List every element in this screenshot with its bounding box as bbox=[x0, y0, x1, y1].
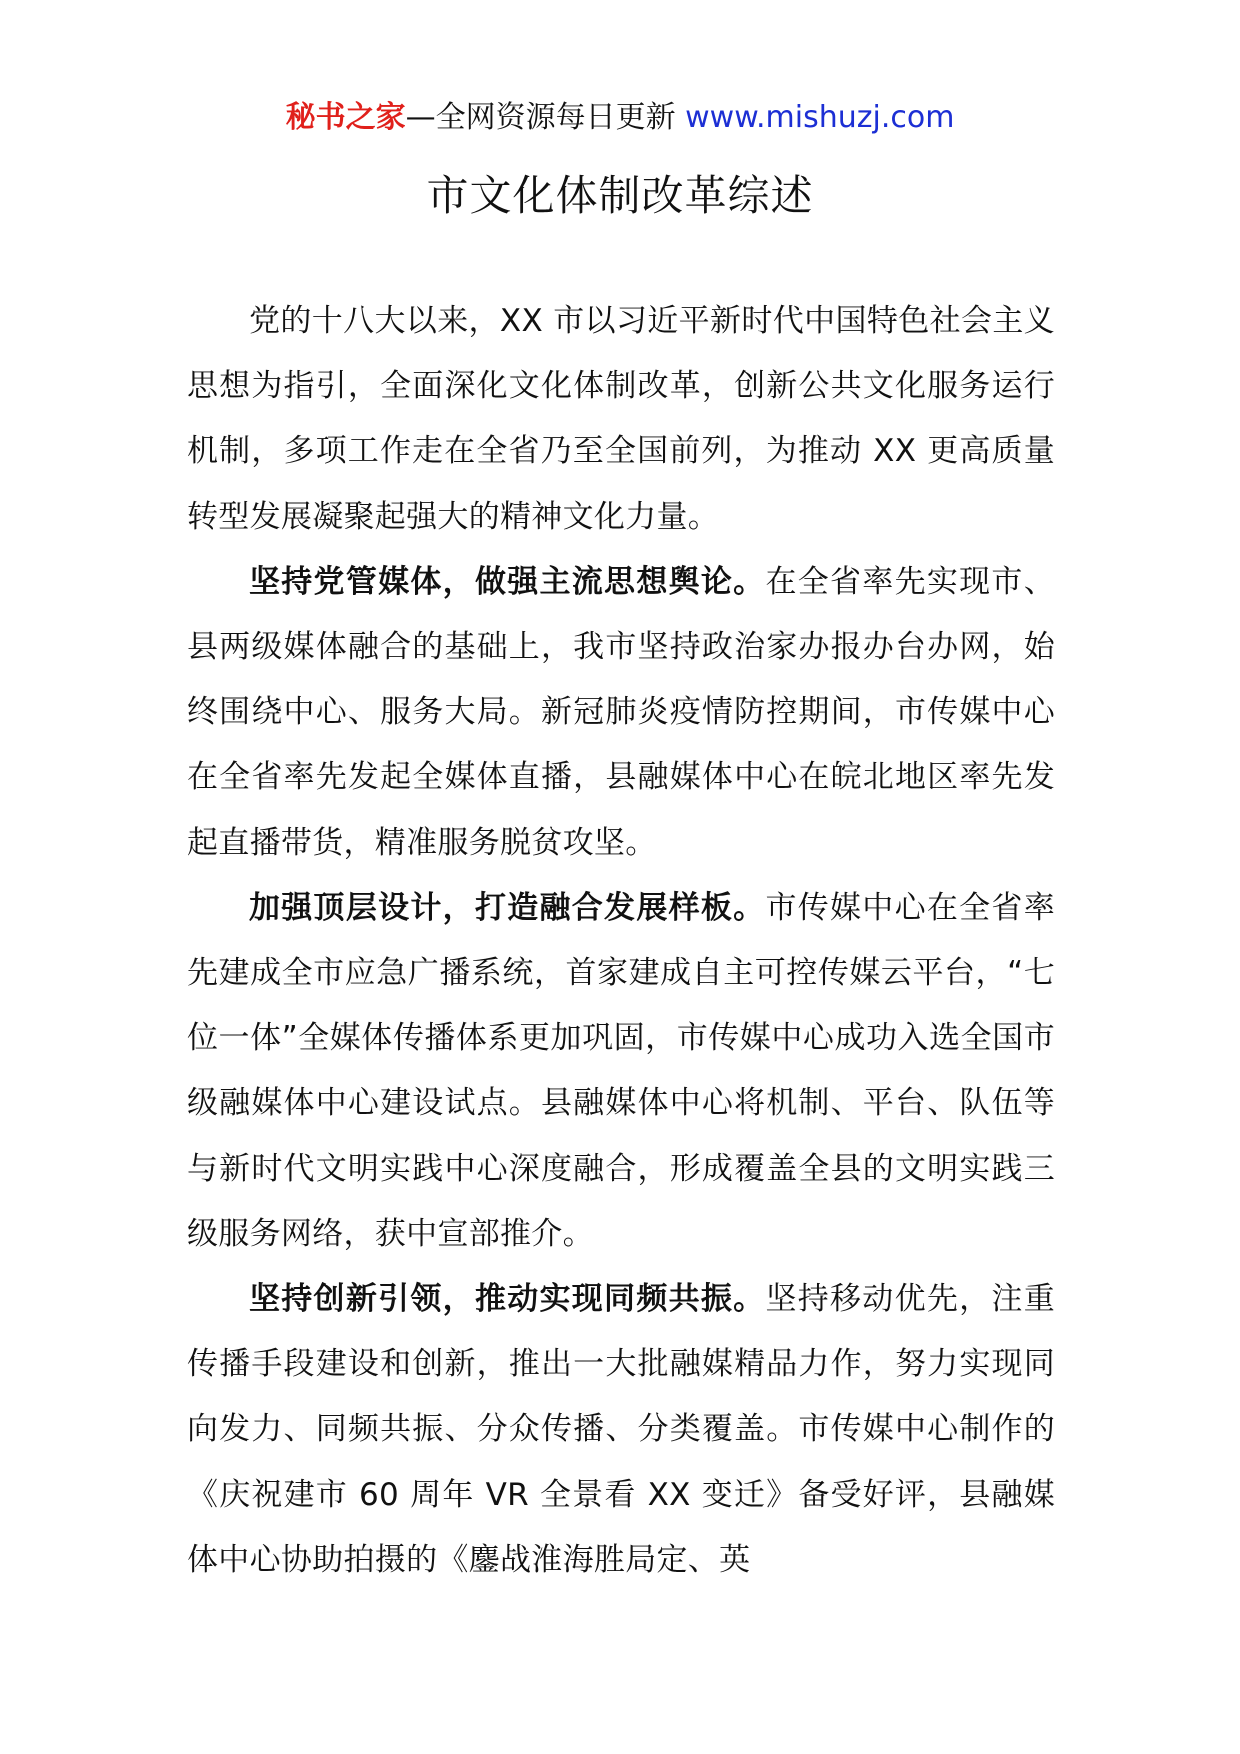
paragraph-lead: 坚持党管媒体，做强主流思想舆论。 bbox=[249, 563, 766, 600]
document-body bbox=[187, 289, 1055, 1593]
brand-name: 秘书之家 bbox=[285, 100, 406, 135]
paragraph-top-level-design bbox=[187, 876, 1055, 1267]
site-url-link[interactable]: www.mishuzj.com bbox=[685, 100, 955, 135]
document-title: 市文化体制改革综述 bbox=[426, 171, 814, 220]
paragraph-text: 在全省率先实现市、县两级媒体融合的基础上，我市坚持政治家办报办台办网，始终围绕中心、服务大局。新冠肺炎疫情防控期间，市传媒中心在全省率先发起全媒体直播，县融媒体中心在皖北地区率先发起直播带货，精准服务脱贫攻坚。 bbox=[187, 563, 1055, 861]
paragraph-intro bbox=[187, 289, 1055, 550]
paragraph-text: 党的十八大以来，XX 市以习近平新时代中国特色社会主义思想为指引，全面深化文化体制改革，创新公共文化服务运行机制，多项工作走在全省乃至全国前列，为推动 XX 更高质量转型发展凝聚起强大的精神文化力量。 bbox=[187, 303, 1055, 535]
paragraph-text: 坚持移动优先，注重传播手段建设和创新，推出一大批融媒精品力作，努力实现同向发力、同频共振、分众传播、分类覆盖。市传媒中心制作的《庆祝建市 60 周年 VR 全景看 XX 变迁》备受好评，县融媒体中心协助拍摄的《鏖战淮海胜局定、英 bbox=[187, 1281, 1055, 1578]
paragraph-text: 市传媒中心在全省率先建成全市应急广播系统，首家建成自主可控传媒云平台，“七位一体”全媒体传播体系更加巩固，市传媒中心成功入选全国市级融媒体中心建设试点。县融媒体中心将机制、平台、队伍等与新时代文明实践中心深度融合，形成覆盖全县的文明实践三级服务网络，获中宣部推介。 bbox=[187, 889, 1055, 1252]
paragraph-innovation bbox=[187, 1267, 1055, 1593]
header-tagline: —全网资源每日更新 bbox=[405, 100, 676, 135]
site-header bbox=[0, 98, 1240, 138]
paragraph-lead: 坚持创新引领，推动实现同频共振。 bbox=[249, 1281, 766, 1318]
paragraph-party-media bbox=[187, 550, 1055, 876]
paragraph-lead: 加强顶层设计，打造融合发展样板。 bbox=[249, 889, 766, 926]
